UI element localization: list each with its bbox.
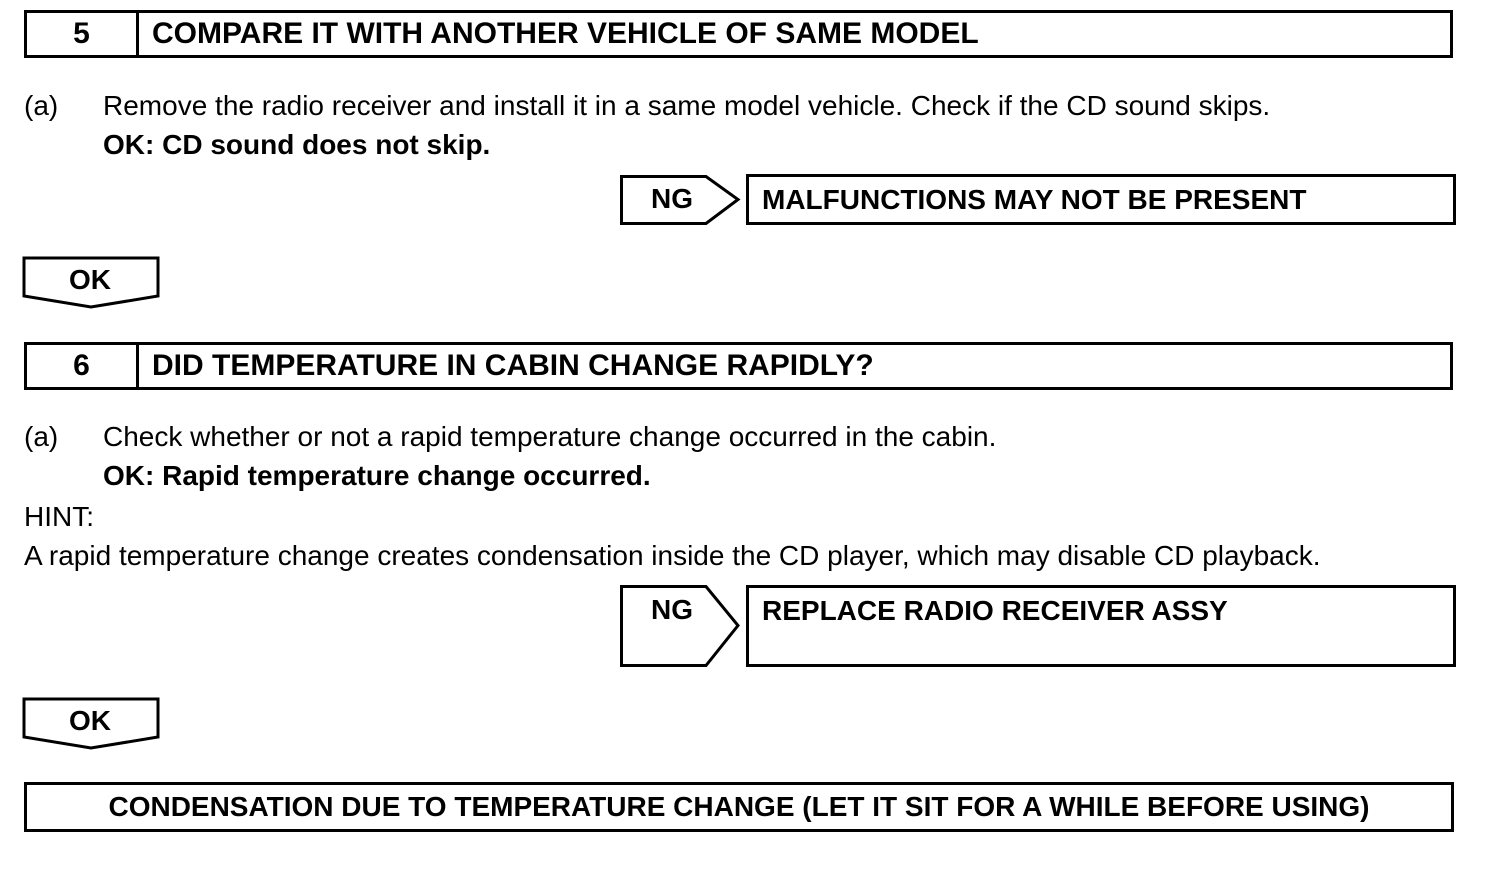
step-6-ng-arrow <box>620 585 742 667</box>
step-5-number: 5 <box>27 13 139 55</box>
step-6-header <box>24 342 1453 390</box>
step-6-ng-result: REPLACE RADIO RECEIVER ASSY <box>746 585 1456 667</box>
step-6-ok-label: OK <box>69 705 111 736</box>
step-6-hint-label: HINT: <box>24 501 94 532</box>
step-5-ng-result: MALFUNCTIONS MAY NOT BE PRESENT <box>746 174 1456 225</box>
step-5-ok-condition: OK: CD sound does not skip. <box>103 129 491 160</box>
step-5-ng-arrow <box>620 175 742 225</box>
step-6-ok-arrow <box>22 697 162 751</box>
step-5-ok-arrow <box>22 256 162 310</box>
step-6-title: DID TEMPERATURE IN CABIN CHANGE RAPIDLY? <box>152 349 874 382</box>
step-5-ok-label: OK <box>69 264 111 295</box>
final-result-box: CONDENSATION DUE TO TEMPERATURE CHANGE (LET IT SIT FOR A WHILE BEFORE USING) <box>24 782 1454 832</box>
step-5-title: COMPARE IT WITH ANOTHER VEHICLE OF SAME MODEL <box>152 17 979 50</box>
step-5-item-label: (a) <box>24 90 59 121</box>
step-5-instruction: Remove the radio receiver and install it in a same model vehicle. Check if the CD sound skips. <box>103 90 1271 121</box>
step-6-instruction: Check whether or not a rapid temperature change occurred in the cabin. <box>103 421 997 452</box>
step-5-header <box>24 10 1453 58</box>
step-5-ng-label: NG <box>651 183 693 214</box>
step-6-number: 6 <box>27 345 139 387</box>
step-6-ok-condition: OK: Rapid temperature change occurred. <box>103 460 651 491</box>
step-6-hint-text: A rapid temperature change creates condensation inside the CD player, which may disable CD playback. <box>24 540 1321 571</box>
step-6-ng-label: NG <box>651 594 693 625</box>
step-6-item-label: (a) <box>24 421 59 452</box>
